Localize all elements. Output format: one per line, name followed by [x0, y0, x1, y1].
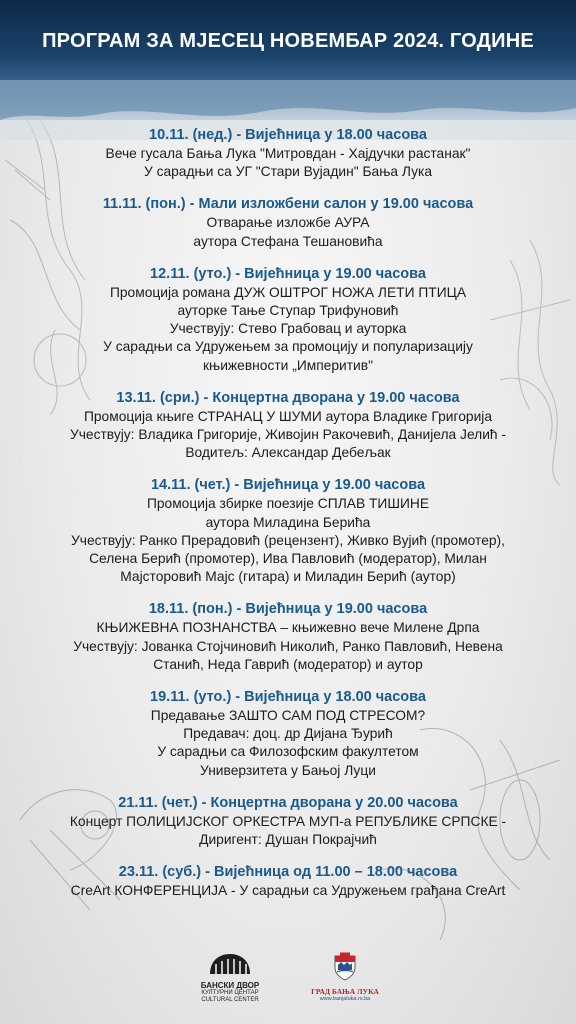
- event-detail-line: аутора Миладина Берића: [205, 514, 371, 530]
- event-detail-line: Станић, Неда Гаврић (модератор) и аутор: [153, 656, 423, 672]
- event-detail-line: Промоција романа ДУЖ ОШТРОГ НОЖА ЛЕТИ ПТИЦА: [109, 284, 467, 300]
- event-heading: 21.11. (чет.) - Концертна дворана у 20.00 часова: [118, 794, 458, 811]
- event-item: [0, 688, 576, 780]
- event-detail-line: Учествују: Стево Грабовац и ауторка: [169, 321, 407, 337]
- event-heading: 11.11. (пон.) - Мали изложбени салон у 19.00 часова: [102, 196, 474, 213]
- event-detail-line: Учествују: Владика Григорије, Живојин Ракочевић, Данијела Јелић -: [69, 427, 507, 443]
- event-item: [0, 195, 576, 250]
- event-detail-line: У сарадњи са УГ "Стари Вујадин" Бања Лука: [143, 164, 433, 180]
- event-heading: 10.11. (нед.) - Вијећница у 18.00 часова: [149, 127, 427, 143]
- event-item: [0, 389, 576, 463]
- event-heading: 18.11. (пон.) - Вијећница у 19.00 часова: [148, 601, 428, 618]
- event-item: [0, 265, 576, 375]
- event-detail-line: Диригент: Душан Покрајчић: [199, 832, 377, 848]
- event-detail-line: књижевности „Империтив": [202, 357, 373, 373]
- event-detail-line: КЊИЖЕВНА ПОЗНАНСТВА – књижевно вече Милене Дрпа: [96, 620, 480, 636]
- event-item: [0, 476, 576, 586]
- banski-dvor-line2: CULTURAL CENTER: [201, 997, 259, 1003]
- event-detail-line: аутора Стефана Тешановића: [193, 233, 383, 249]
- banski-dvor-logo: [190, 952, 270, 1004]
- event-heading: 12.11. (уто.) - Вијећница у 19.00 часова: [150, 265, 426, 282]
- banski-dvor-logo-icon: [208, 952, 252, 976]
- event-detail-line: Предавач: доц. др Дијана Ђурић: [183, 726, 393, 742]
- event-item: [0, 863, 576, 900]
- event-detail-line: Учествују: Јованка Стојчиновић Николић, Ранко Павловић, Невена: [73, 638, 503, 654]
- events-list: [0, 126, 576, 914]
- banja-luka-url: www.banjaluka.rs.ba: [319, 996, 371, 1002]
- event-detail-line: Учествују: Ранко Прерадовић (рецензент), Живко Вујић (промотер),: [71, 532, 505, 548]
- event-detail-line: Концерт ПОЛИЦИЈСКОГ ОРКЕСТРА МУП-а РЕПУБЛИКЕ СРПСКЕ -: [69, 813, 507, 829]
- banski-dvor-title: БАНСКИ ДВОР: [200, 981, 260, 990]
- event-detail-line: Водитељ: Александар Дебељак: [185, 445, 391, 461]
- event-detail-line: У сарадњи са Удружењем за промоцију и популаризацију: [103, 339, 473, 355]
- banja-luka-logo: [300, 952, 390, 1003]
- banja-luka-title: ГРАД БАЊА ЛУКА: [311, 987, 379, 996]
- event-item: [0, 600, 576, 674]
- event-detail-line: Мајсторовић Мајс (гитара) и Миладин Берић (аутор): [120, 569, 456, 585]
- event-heading: 23.11. (суб.) - Вијећница од 11.00 – 18.00 часова: [118, 864, 458, 881]
- event-detail-line: Универзитета у Бањој Луци: [200, 762, 376, 778]
- page-title: ПРОГРАМ ЗА МЈЕСЕЦ НОВЕМБАР 2024. ГОДИНЕ: [42, 30, 534, 52]
- event-heading: 13.11. (сри.) - Концертна дворана у 19.00 часова: [116, 389, 460, 406]
- event-detail-line: Предавање ЗАШТО САМ ПОД СТРЕСОМ?: [150, 708, 426, 724]
- event-detail-line: У сарадњи са Филозофским факултетом: [157, 744, 419, 760]
- banja-luka-coat-of-arms-icon: [333, 952, 357, 982]
- event-heading: 14.11. (чет.) - Вијећница у 19.00 часова: [150, 477, 426, 494]
- event-detail-line: ауторке Тање Ступар Трифуновић: [177, 303, 399, 319]
- event-detail-line: Промоција збирке поезије СПЛАВ ТИШИНЕ: [146, 496, 430, 512]
- event-detail-line: Промоција књиге СТРАНАЦ У ШУМИ аутора Владике Григорија: [83, 408, 493, 424]
- event-item: [0, 126, 576, 181]
- event-detail-line: Вече гусала Бања Лука "Митровдан - Хајдучки растанак": [105, 146, 471, 161]
- event-heading: 19.11. (уто.) - Вијећница у 18.00 часова: [150, 689, 426, 706]
- event-detail-line: CreArt КОНФЕРЕНЦИЈА - У сарадњи са Удружењем грађана CreArt: [70, 883, 506, 899]
- event-item: [0, 794, 576, 849]
- banski-dvor-line1: КУЛТУРНИ ЦЕНТАР: [201, 990, 259, 996]
- event-detail-line: Селена Берић (промотер), Ива Павловић (модератор), Милан: [89, 551, 487, 567]
- event-detail-line: Отварање изложбе АУРА: [206, 215, 370, 231]
